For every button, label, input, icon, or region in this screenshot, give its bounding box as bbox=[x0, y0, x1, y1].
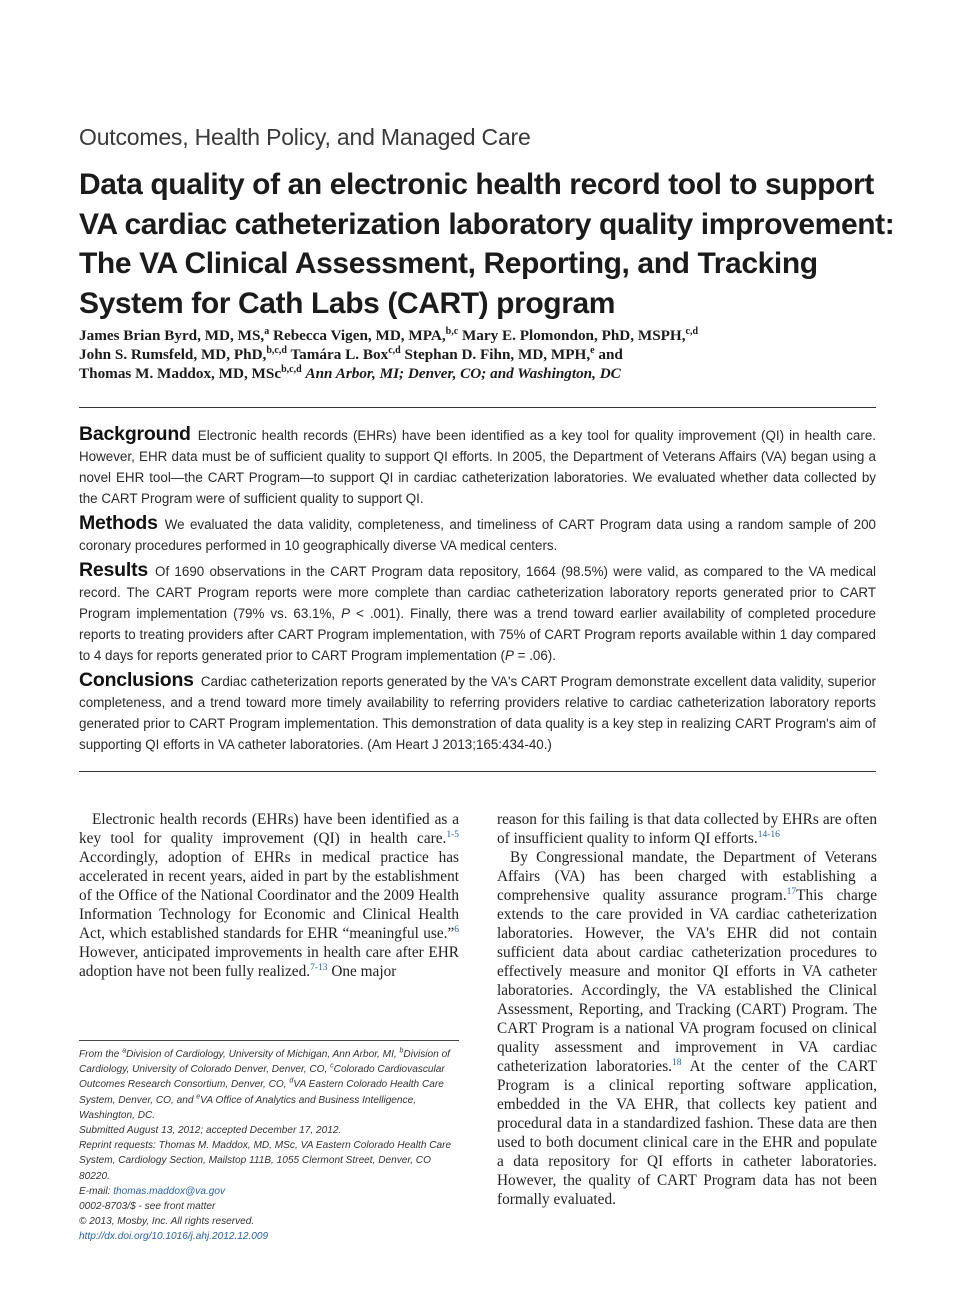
results-text: < .001). Finally, there was a trend toward earlier availability of completed procedure reports to treating providers after CART Program implementation, with 75% of CART Program reports available within 1 day compared to 4 days for reports generated prior to CART Program implementation ( bbox=[79, 606, 876, 663]
footnote-text: From the bbox=[79, 1049, 120, 1060]
footnote-text: Colorado Cardiovascular Outcomes Research Consortium, Denver, CO, bbox=[79, 1064, 445, 1091]
reference-link[interactable]: 6 bbox=[454, 924, 459, 935]
conclusions-text: Cardiac catheterization reports generated by the VA's CART Program demonstrate excellent data validity, superior completeness, and a trend toward more timely availability to referring providers relative to cardiac catheterization laboratory reports generated prior to CART Program implementation. This demonstration of data quality is a key step in realizing CART Program's aim of supporting QI efforts in VA catheter laboratories. (Am Heart J 2013;165:434-40.) bbox=[79, 674, 876, 752]
footnote-text: VA Eastern Colorado Health Care System, Denver, CO, and bbox=[79, 1079, 444, 1106]
reference-link[interactable]: 14-16 bbox=[757, 829, 780, 840]
author-locations: Ann Arbor, MI; Denver, CO; and Washington, DC bbox=[305, 365, 621, 382]
author-name: John S. Rumsfeld, MD, PhD, bbox=[79, 346, 267, 363]
abstract-results bbox=[79, 560, 876, 666]
affiliation-sup: b,c,d bbox=[266, 344, 287, 356]
results-text: = .06). bbox=[517, 648, 556, 663]
article-title: Data quality of an electronic health record tool to support VA cardiac catheterization laboratory quality improvement: The VA Clinical Assessment, Reporting, and Tracking System for Cath Labs (CART) program bbox=[79, 168, 895, 320]
reference-link[interactable]: 1-5 bbox=[446, 829, 459, 840]
methods-text: We evaluated the data validity, completeness, and timeliness of CART Program data using a random sample of 200 coronary procedures performed in 10 geographically diverse VA medical centers. bbox=[79, 517, 876, 553]
methods-heading: Methods bbox=[79, 512, 158, 534]
author-name: Stephan D. Fihn, MD, MPH, bbox=[404, 346, 591, 363]
reference-link[interactable]: 7-13 bbox=[310, 962, 328, 973]
affiliation-sup: b,c bbox=[445, 325, 459, 337]
affiliation-sup: b,c,d bbox=[281, 363, 302, 375]
body-column-right bbox=[497, 810, 877, 1209]
p-value-symbol: P bbox=[341, 606, 351, 621]
affiliation-sup: c,d bbox=[388, 344, 401, 356]
reference-link[interactable]: 17 bbox=[786, 886, 797, 897]
author-conjunction: and bbox=[598, 346, 623, 363]
affiliation-sup: e bbox=[590, 344, 595, 356]
doi-link[interactable]: http://dx.doi.org/10.1016/j.ahj.2012.12.009 bbox=[79, 1231, 269, 1243]
email-link[interactable]: thomas.maddox@va.gov bbox=[113, 1185, 226, 1197]
body-paragraph bbox=[497, 848, 877, 1209]
body-text: reason for this failing is that data collected by EHRs are often of insufficient quality to inform QI efforts. bbox=[497, 811, 877, 847]
author-name: Rebecca Vigen, MD, MPA, bbox=[273, 327, 446, 344]
affiliation-sup: c,d bbox=[685, 325, 699, 337]
issn-note: 0002-8703/$ - see front matter bbox=[79, 1201, 216, 1213]
footnote-rule bbox=[79, 1040, 459, 1041]
footnote-text: Division of Cardiology, University of Michigan, Ann Arbor, MI, bbox=[126, 1049, 397, 1060]
author-name: Mary E. Plomondon, PhD, MSPH, bbox=[461, 327, 686, 344]
abstract-conclusions bbox=[79, 670, 876, 755]
body-text: By Congressional mandate, the Department of Veterans Affairs (VA) has been charged with establishing a comprehensive quality assurance program. bbox=[497, 849, 877, 904]
author-name: Thomas M. Maddox, MD, MSc bbox=[79, 365, 282, 382]
abstract-bottom-rule bbox=[79, 771, 876, 772]
body-paragraph bbox=[497, 810, 877, 848]
affiliation-sup: b bbox=[399, 1047, 404, 1055]
author-name: James Brian Byrd, MD, MS, bbox=[79, 327, 265, 344]
reprint-note: Reprint requests: Thomas M. Maddox, MD, MSc, VA Eastern Colorado Health Care System, Cardiology Section, Mailstop 111B, 1055 Clermont Street, Denver, CO 80220. bbox=[79, 1140, 452, 1182]
email-label: E-mail: bbox=[79, 1185, 111, 1197]
reference-link[interactable]: 18 bbox=[672, 1057, 682, 1068]
footnote-text: Division of Cardiology, University of Colorado Denver, Denver, CO, bbox=[79, 1049, 450, 1076]
section-label: Outcomes, Health Policy, and Managed Care bbox=[79, 124, 531, 150]
p-value-symbol: P bbox=[504, 648, 514, 663]
affiliation-sup: d bbox=[289, 1078, 294, 1086]
affiliation-sup: a bbox=[122, 1047, 127, 1055]
body-paragraph bbox=[79, 810, 459, 981]
body-text: Electronic health records (EHRs) have been identified as a key tool for quality improvement (QI) in health care. bbox=[79, 811, 459, 847]
body-text: This charge extends to the care provided in VA cardiac catheterization laboratories. However, the VA's EHR did not contain sufficient data about cardiac catheterization procedures to effectively measure and monitor QI efforts in VA catheter laboratories. Accordingly, the VA established the Clinical Assessment, Reporting, and Tracking (CART) Program. The CART Program is a national VA program focused on clinical quality assessment and improvement in VA cardiac catheterization laboratories. bbox=[497, 887, 877, 1075]
affiliations-note bbox=[79, 1047, 459, 1123]
copyright-note: © 2013, Mosby, Inc. All rights reserved. bbox=[79, 1216, 255, 1228]
background-heading: Background bbox=[79, 423, 191, 445]
body-text: At the center of the CART Program is a clinical reporting software application, embedded in the VA EHR, that collects key patient and procedural data in a standardized fashion. These data are then used to both document clinical care in the EHR and populate a data repository for QI efforts in catheter laboratories. However, the quality of CART Program data has not been formally evaluated. bbox=[497, 1058, 877, 1208]
abstract bbox=[79, 424, 876, 759]
author-name: Tamára L. Box bbox=[290, 346, 389, 363]
affiliation-sup: a bbox=[264, 325, 270, 337]
affiliation-sup: e bbox=[196, 1093, 201, 1101]
body-text: However, anticipated improvements in health care after EHR adoption have not been fully realized. bbox=[79, 944, 459, 980]
footnotes bbox=[79, 1047, 459, 1245]
conclusions-heading: Conclusions bbox=[79, 669, 194, 691]
abstract-top-rule bbox=[79, 407, 876, 408]
author-list bbox=[79, 326, 909, 383]
body-text: Accordingly, adoption of EHRs in medical practice has accelerated in recent years, aided in part by the establishment of the Office of the National Coordinator and the 2009 Health Information Technology for Economic and Clinical Health Act, which established standards for EHR “meaningful use.” bbox=[79, 849, 459, 942]
body-text: One major bbox=[331, 963, 397, 980]
results-text: Of 1690 observations in the CART Program data repository, 1664 (98.5%) were valid, as compared to the VA medical record. The CART Program reports were more complete than cardiac catheterization laboratory reports generated prior to CART Program implementation (79% vs. 63.1%, bbox=[79, 564, 876, 621]
body-column-left bbox=[79, 810, 459, 981]
email-note bbox=[79, 1184, 459, 1199]
affiliation-sup: c bbox=[330, 1062, 334, 1070]
results-heading: Results bbox=[79, 559, 149, 581]
abstract-methods bbox=[79, 513, 876, 556]
submitted-note: Submitted August 13, 2012; accepted December 17, 2012. bbox=[79, 1125, 342, 1137]
footnote-text: VA Office of Analytics and Business Intelligence, Washington, DC. bbox=[79, 1094, 416, 1121]
background-text: Electronic health records (EHRs) have been identified as a key tool for quality improvement (QI) in health care. However, EHR data must be of sufficient quality to support QI efforts. In 2005, the Department of Veterans Affairs (VA) began using a novel EHR tool—the CART Program—to support QI in cardiac catheterization laboratories. We evaluated whether data collected by the CART Program were of sufficient quality to support QI. bbox=[79, 428, 876, 506]
abstract-background bbox=[79, 424, 876, 509]
